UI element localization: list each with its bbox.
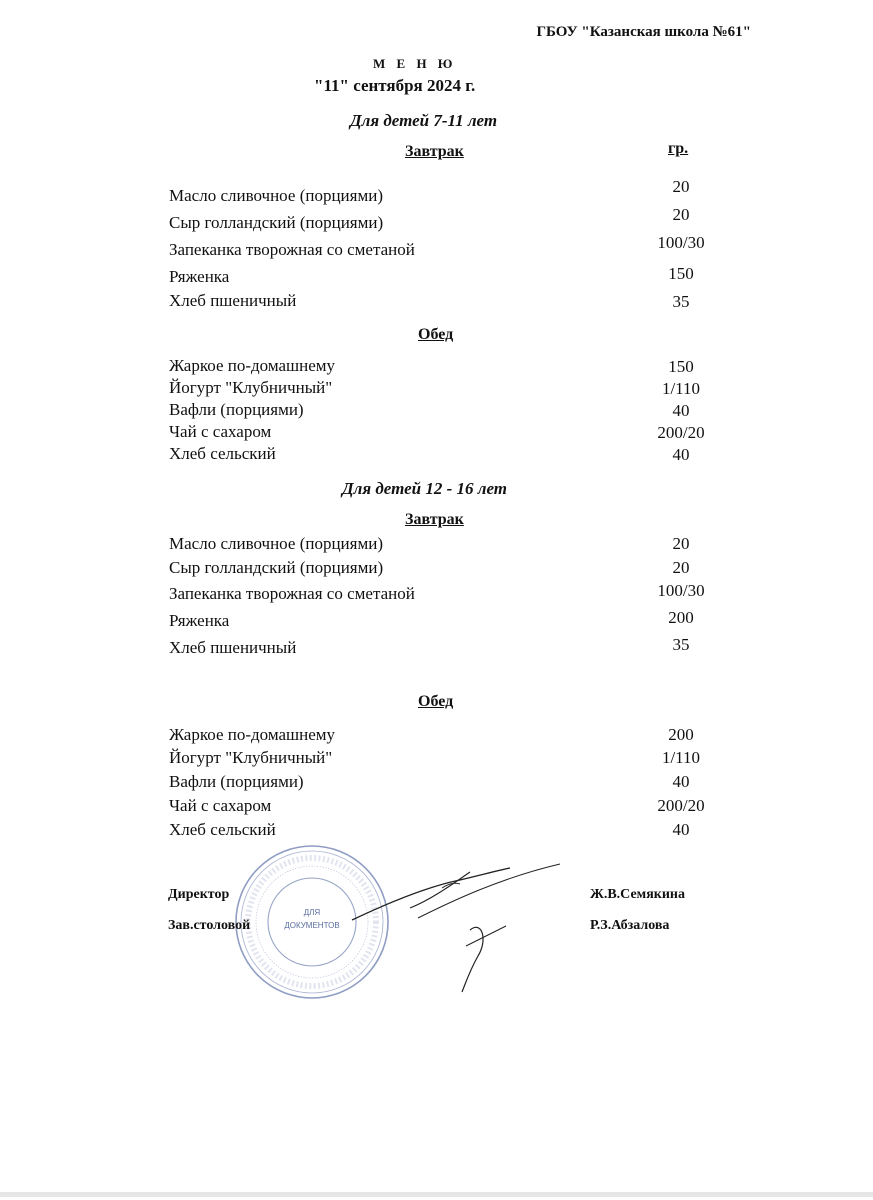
list-item-qty: 200 [668, 608, 694, 627]
list-item: Йогурт "Клубничный" [169, 378, 333, 397]
list-item-qty: 200/20 [657, 796, 705, 815]
list-item-qty: 40 [672, 445, 690, 464]
age-group-7-11: Для детей 7-11 лет [350, 111, 498, 130]
stamp-inner-line1: ДЛЯ [303, 908, 321, 917]
list-item: Хлеб пшеничный [169, 291, 297, 310]
list-item-qty: 1/110 [661, 379, 701, 398]
list-item: Хлеб сельский [169, 820, 276, 839]
list-item-qty: 20 [672, 558, 690, 577]
list-item: Сыр голландский (порциями) [169, 558, 384, 577]
age-group-12-16: Для детей 12 - 16 лет [342, 479, 508, 498]
list-item-qty: 40 [672, 401, 690, 420]
list-item-qty: 150 [668, 357, 694, 376]
list-item-qty: 1/110 [661, 748, 701, 767]
menu-title: М Е Н Ю [373, 56, 457, 71]
menu-date: "11" сентября 2024 г. [314, 76, 476, 95]
list-item-qty: 40 [672, 772, 690, 791]
list-item: Ряженка [169, 611, 230, 630]
list-item: Масло сливочное (порциями) [169, 534, 383, 553]
canteen-head-role: Зав.столовой [168, 918, 251, 933]
list-item-qty: 40 [672, 820, 690, 839]
breakfast-title-1: Завтрак [405, 143, 464, 160]
stamp-inner-line2: ДОКУМЕНТОВ [284, 921, 340, 930]
list-item-qty: 35 [672, 635, 690, 654]
handwritten-signatures [350, 860, 570, 1000]
list-item-qty: 35 [672, 292, 690, 311]
director-name: Ж.В.Семякина [590, 887, 685, 902]
list-item: Хлеб пшеничный [169, 638, 297, 657]
list-item-qty: 100/30 [657, 233, 705, 252]
organization-name: ГБОУ "Казанская школа №61" [536, 24, 751, 40]
list-item-qty: 20 [672, 177, 690, 196]
list-item-qty: 150 [668, 264, 694, 283]
canteen-head-name: Р.З.Абзалова [590, 918, 670, 933]
list-item: Ряженка [169, 267, 230, 286]
lunch-title-1: Обед [418, 326, 454, 343]
list-item: Запеканка творожная со сметаной [169, 584, 415, 603]
list-item-qty: 200 [668, 725, 694, 744]
list-item: Йогурт "Клубничный" [169, 748, 333, 767]
list-item: Чай с сахаром [169, 796, 272, 815]
lunch-title-2: Обед [418, 693, 454, 710]
director-role: Директор [168, 887, 230, 902]
list-item: Вафли (порциями) [169, 772, 304, 791]
list-item: Масло сливочное (порциями) [169, 186, 383, 205]
list-item: Запеканка творожная со сметаной [169, 240, 415, 259]
list-item: Чай с сахаром [169, 422, 272, 441]
list-item-qty: 20 [672, 534, 690, 553]
list-item: Хлеб сельский [169, 444, 276, 463]
list-item: Сыр голландский (порциями) [169, 213, 384, 232]
scan-edge-divider [0, 1192, 873, 1197]
list-item: Жаркое по-домашнему [169, 725, 336, 744]
list-item: Жаркое по-домашнему [169, 356, 336, 375]
list-item: Вафли (порциями) [169, 400, 304, 419]
list-item-qty: 20 [672, 205, 690, 224]
list-item-qty: 100/30 [657, 581, 705, 600]
list-item-qty: 200/20 [657, 423, 705, 442]
unit-header: гр. [668, 140, 689, 157]
breakfast-title-2: Завтрак [405, 511, 464, 528]
